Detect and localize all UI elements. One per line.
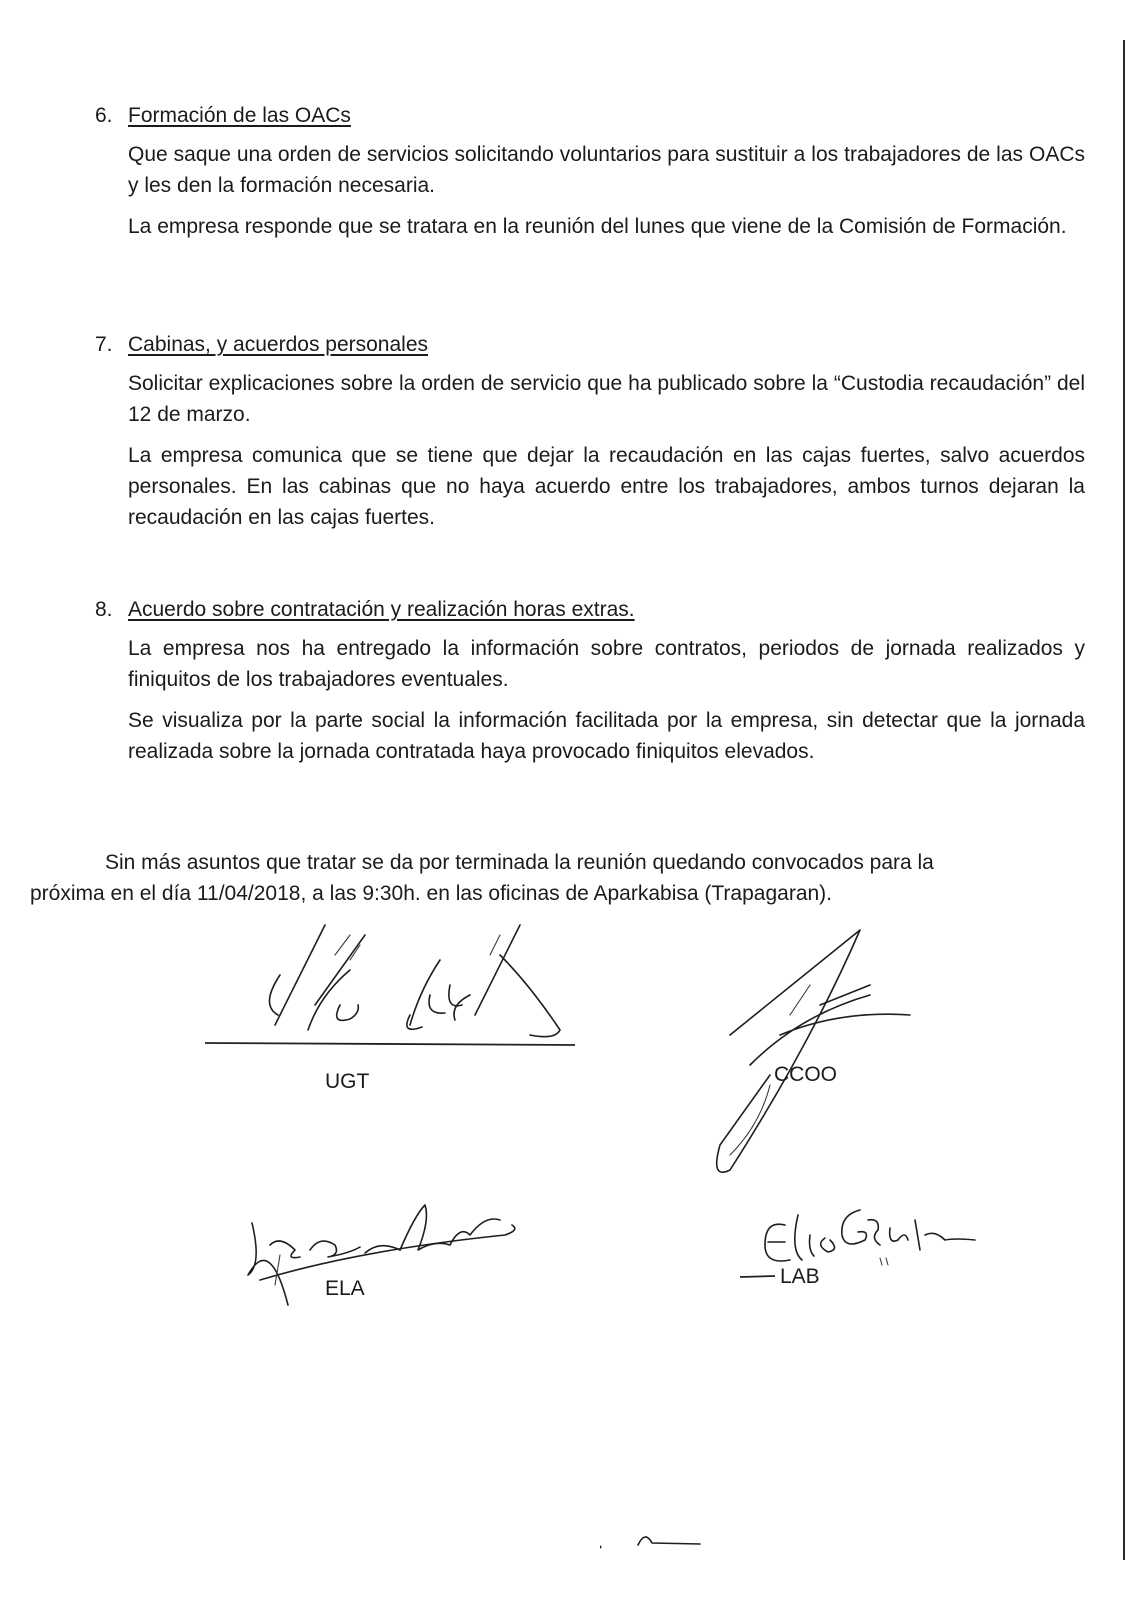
item-paragraph: La empresa responde que se tratara en la reunión del lunes que viene de la Comisión de Formación. bbox=[128, 215, 1067, 238]
signature-ugt-scribble bbox=[200, 915, 580, 1105]
item-paragraph: La empresa nos ha entregado la información sobre contratos, periodos de jornada realizados y finiquitos de los trabajadores eventuales. bbox=[128, 637, 1085, 691]
closing-line: próxima en el día 11/04/2018, a las 9:30h. en las oficinas de Aparkabisa (Trapagaran). bbox=[30, 882, 832, 905]
signature-ccoo bbox=[670, 925, 930, 1185]
signature-ela-scribble bbox=[240, 1195, 540, 1315]
item-title: Cabinas, y acuerdos personales bbox=[128, 333, 429, 356]
signature-label: CCOO bbox=[774, 1063, 837, 1086]
signature-label: UGT bbox=[325, 1070, 370, 1093]
closing-statement bbox=[30, 847, 1090, 909]
agenda-item-8 bbox=[95, 597, 1085, 777]
item-number: 8. bbox=[95, 598, 113, 621]
agenda-item-7 bbox=[95, 332, 1085, 543]
item-paragraph: Que saque una orden de servicios solicitando voluntarios para sustituir a los trabajadores de las OACs y les den la formación necesaria. bbox=[128, 143, 1085, 197]
item-paragraph: Se visualiza por la parte social la información facilitada por la empresa, sin detectar que la jornada realizada sobre la jornada contratada haya provocado finiquitos elevados. bbox=[128, 709, 1085, 763]
item-title: Acuerdo sobre contratación y realización horas extras. bbox=[128, 598, 635, 621]
signature-ela bbox=[240, 1195, 540, 1315]
item-heading bbox=[95, 597, 1085, 623]
item-heading bbox=[95, 332, 1085, 358]
signature-label: LAB bbox=[780, 1265, 820, 1288]
signature-lab-scribble bbox=[730, 1190, 990, 1300]
item-heading bbox=[95, 103, 1085, 129]
signature-ccoo-scribble bbox=[670, 925, 930, 1185]
item-number: 6. bbox=[95, 104, 113, 127]
item-title: Formación de las OACs bbox=[128, 104, 351, 127]
agenda-item-6 bbox=[95, 103, 1085, 252]
signature-lab bbox=[730, 1190, 990, 1300]
item-number: 7. bbox=[95, 333, 113, 356]
footer-initial-mark bbox=[600, 1525, 710, 1555]
signature-label: ELA bbox=[325, 1277, 365, 1300]
closing-line: Sin más asuntos que tratar se da por terminada la reunión quedando convocados para la bbox=[105, 851, 934, 874]
item-paragraph: Solicitar explicaciones sobre la orden de servicio que ha publicado sobre la “Custodia recaudación” del 12 de marzo. bbox=[128, 372, 1085, 426]
item-paragraph: La empresa comunica que se tiene que dejar la recaudación en las cajas fuertes, salvo acuerdos personales. En las cabinas que no haya acuerdo entre los trabajadores, ambos turnos dejaran la recaudación en las cajas fuertes. bbox=[128, 444, 1085, 529]
page-edge bbox=[1123, 40, 1125, 1560]
signature-ugt bbox=[200, 915, 580, 1105]
